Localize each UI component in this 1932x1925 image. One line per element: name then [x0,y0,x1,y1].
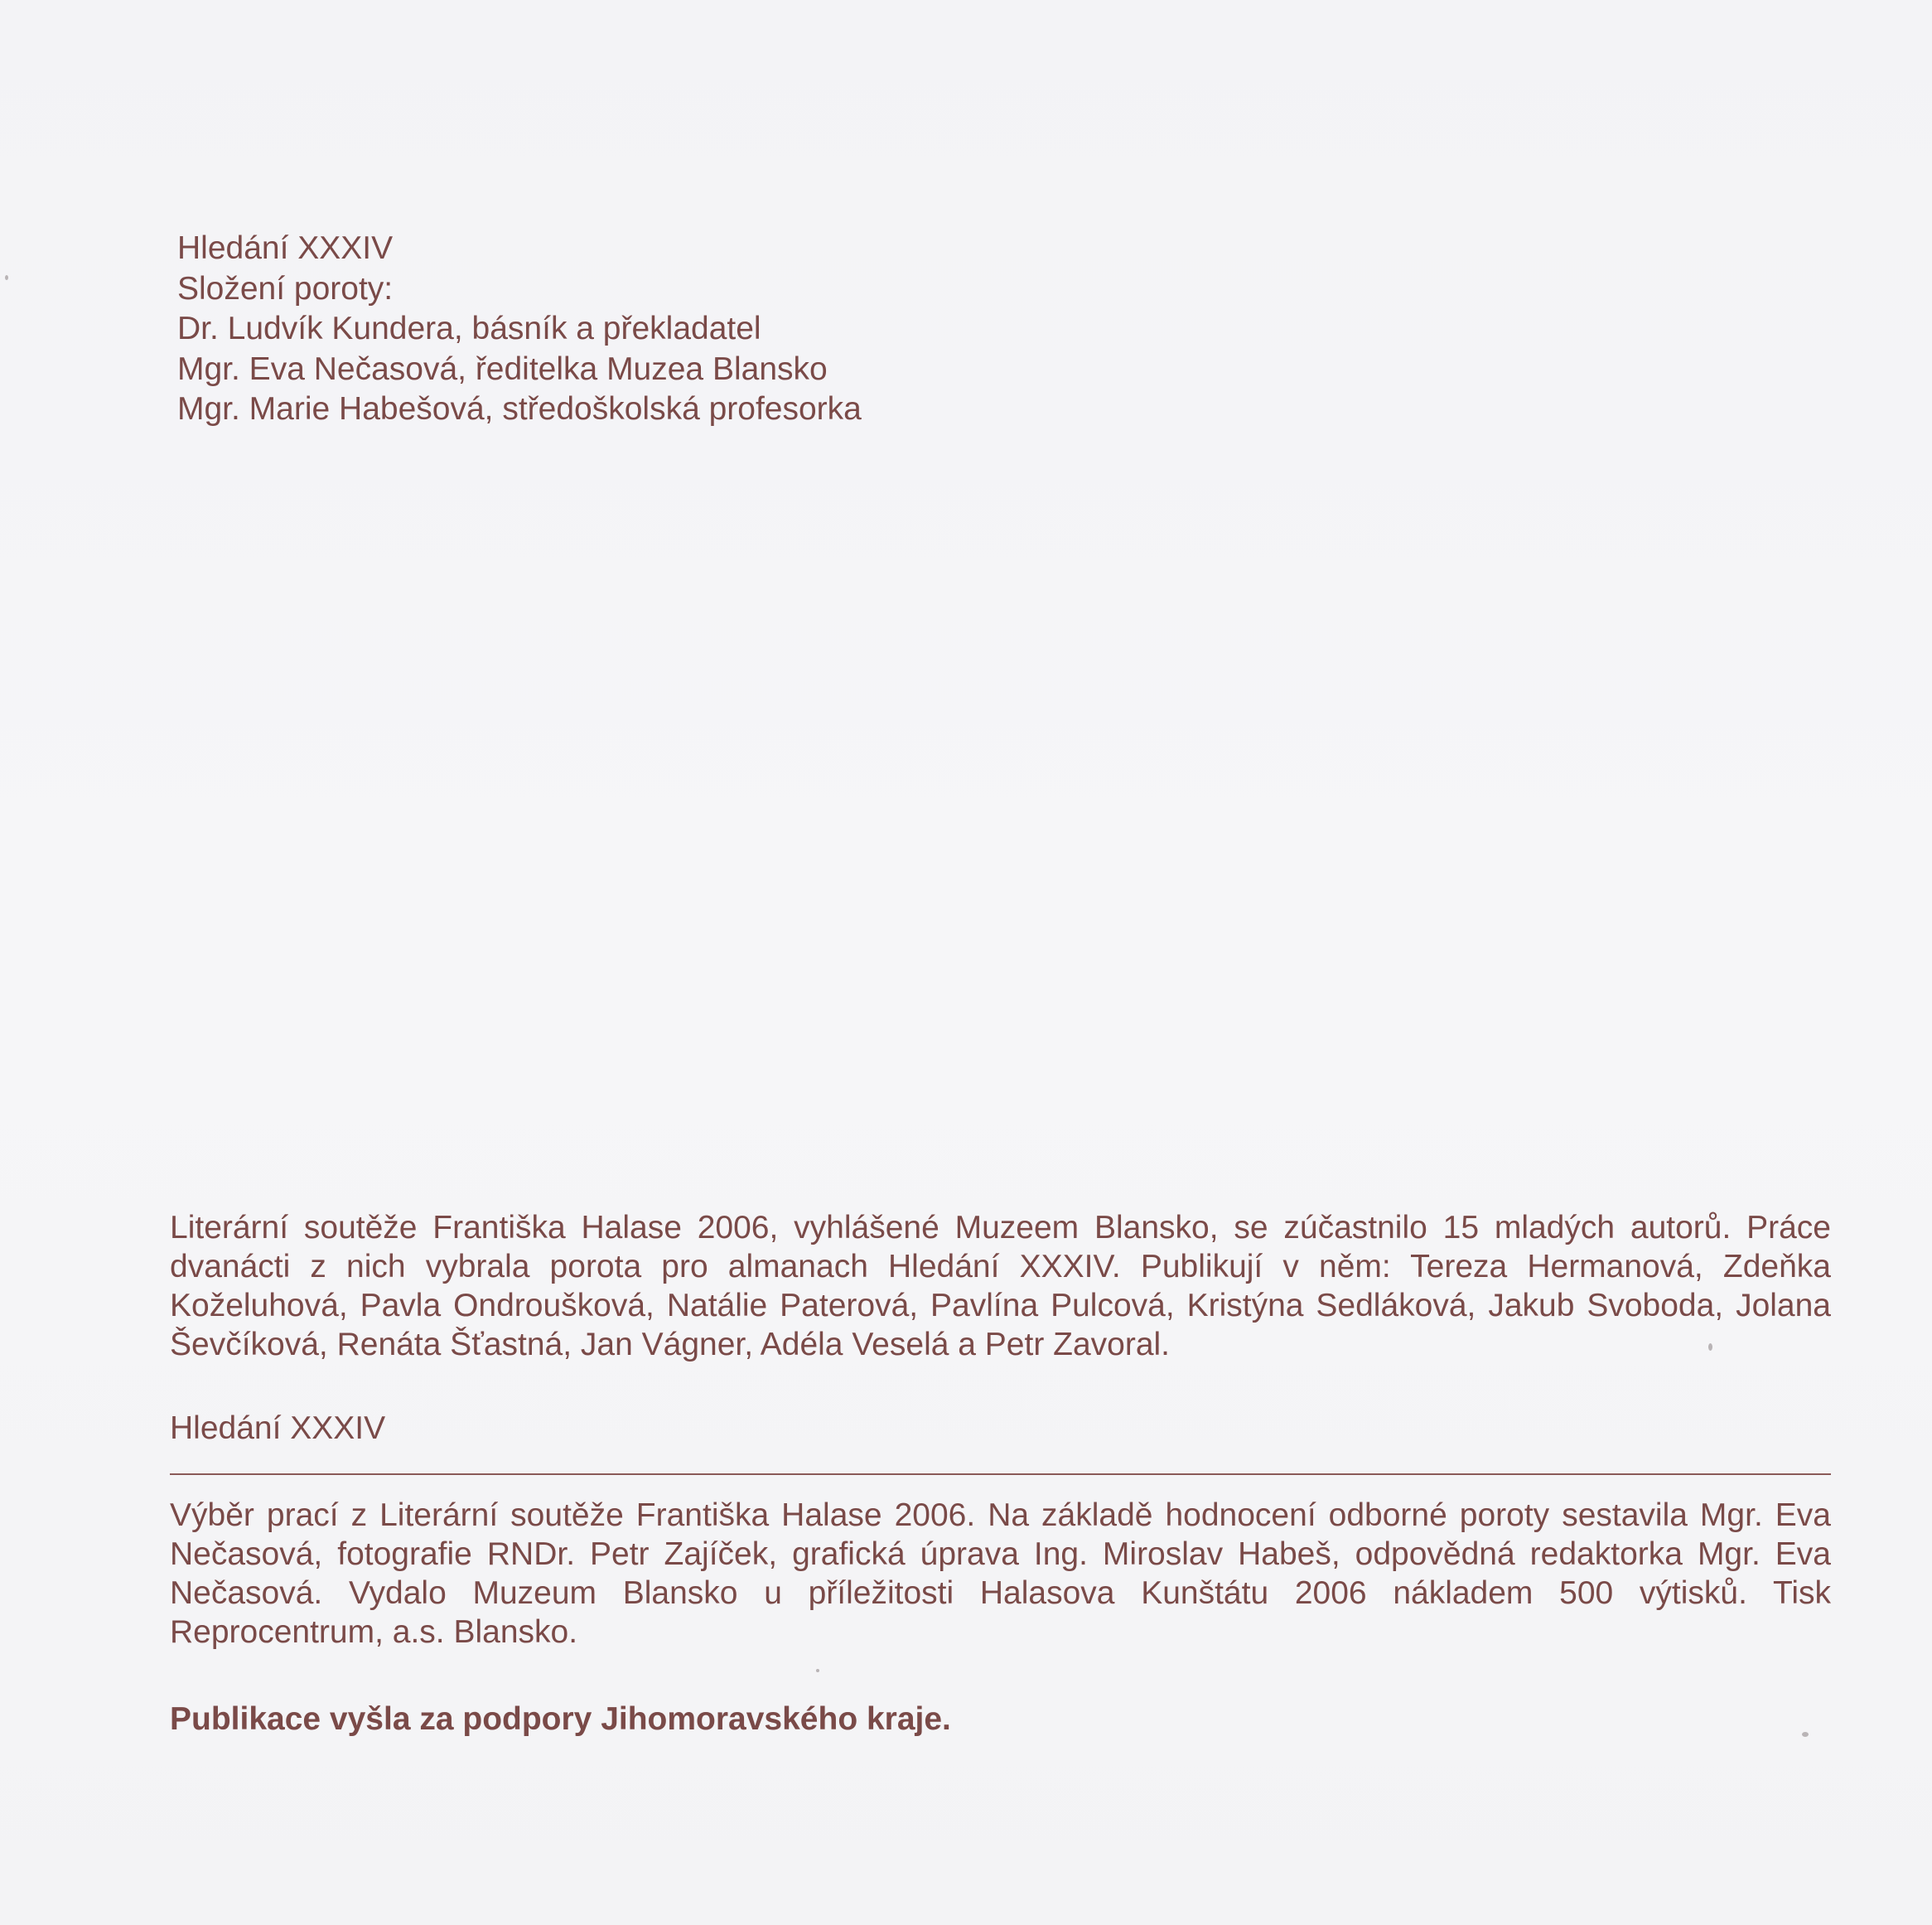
paper-speck [5,275,8,280]
paper-speck [816,1669,819,1672]
divider-rule [170,1473,1831,1475]
jury-member: Mgr. Eva Nečasová, ředitelka Muzea Blansko [177,351,828,387]
colophon-title: Hledání XXXIV [170,1410,386,1446]
jury-member: Mgr. Marie Habešová, středoškolská profesorka [177,391,862,427]
jury-member: Dr. Ludvík Kundera, básník a překladatel [177,311,761,346]
imprint-paragraph: Výběr prací z Literární soutěže Františka Halase 2006. Na základě hodnocení odborné poroty sestavila Mgr. Eva Nečasová, fotografie RNDr. Petr Zajíček, grafická úprava Ing. Miroslav Habeš, odpovědná redaktorka Mgr. Eva Nečasová. Vydalo Muzeum Blansko u příležitosti Halasova Kunštátu 2006 nákladem 500 výtisků. Tisk Reprocentrum, a.s. Blansko. [170,1497,1831,1650]
paper-speck [1708,1343,1712,1351]
jury-block [177,229,1254,430]
jury-heading: Složení poroty: [177,270,394,307]
jury-title: Hledání XXXIV [177,230,394,266]
intro-paragraph: Literární soutěže Františka Halase 2006, vyhlášené Muzeem Blansko, se zúčastnilo 15 mladých autorů. Práce dvanácti z nich vybrala porota pro almanach Hledání XXXIV. Publikují v něm: Tereza Hermanová, Zdeňka Koželuhová, Pavla Ondroušková, Natálie Paterová, Pavlína Pulcová, Kristýna Sedláková, Jakub Svoboda, Jolana Ševčíková, Renáta Šťastná, Jan Vágner, Adéla Veselá a Petr Zavoral. [170,1210,1831,1362]
paper-speck [1802,1732,1809,1737]
support-note: Publikace vyšla za podpory Jihomoravského kraje. [170,1701,951,1737]
